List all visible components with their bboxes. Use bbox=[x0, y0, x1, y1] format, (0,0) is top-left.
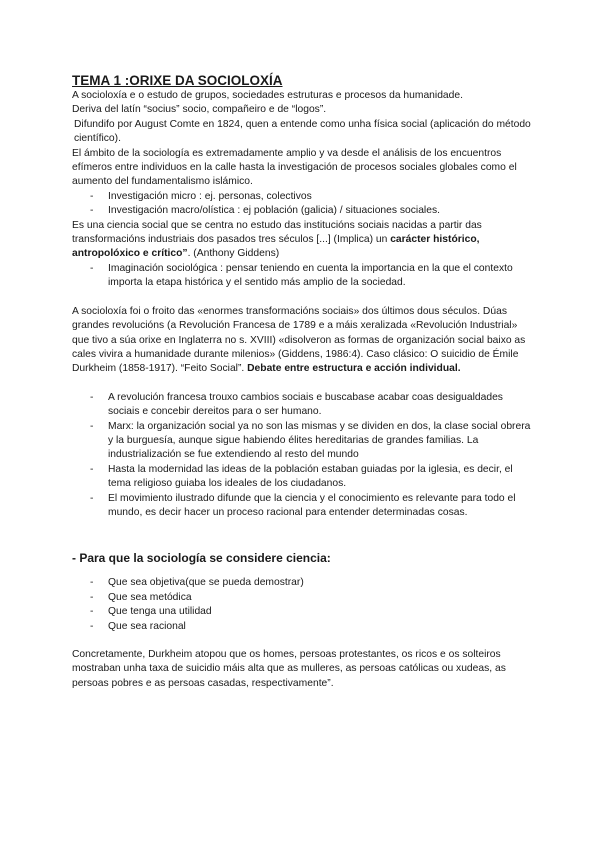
document-page bbox=[72, 72, 532, 691]
origin-paragraph: A socioloxía foi o froito das «enormes transformacións sociais» dos últimos dous séculos. Dúas grandes revolucións (a Revolución Francesa de 1789 e a máis xeralizada «Revolución Industrial» que tivo a súa orixe en Inglaterra no s. XVIII) «disolveron as formas de organización social baixo as cales vivira a humanidade durante milenios» (Giddens, 1986:4). Caso clásico: O suicidio de Émile Durkheim (1858-1917). “Feito Social”. Debate entre estructura e acción individual. bbox=[72, 305, 526, 375]
list-item: - Investigación macro/olística : ej población (galicia) / situaciones sociales. bbox=[72, 204, 532, 218]
dash-marker: - bbox=[90, 620, 94, 632]
dash-marker: - bbox=[90, 420, 94, 432]
dash-marker: - bbox=[90, 262, 94, 274]
list-item: - Que sea metódica bbox=[72, 591, 532, 605]
list-item: - Marx: la organización social ya no son las mismas y se dividen en dos, la clase social obrera y la burguesía, aunque sigue habiendo élites hereditarias de grandes familias. La industrialización se fue extendiendo al resto del mundo bbox=[90, 420, 531, 461]
conclusion-paragraph: Concretamente, Durkheim atopou que os homes, persoas protestantes, os ricos e os solteiros mostraban unha taxa de suicidio máis alta que as mulleres, as persoas católicas ou xudeas, as persoas pobres e as persoas casadas, respectivamente”. bbox=[72, 649, 506, 689]
imagination-list bbox=[72, 262, 532, 291]
intro-scope: El ámbito de la sociología es extremadamente amplio y va desde el análisis de los encuentros efímeros entre individuos en la calle hasta la investigación de procesos sociales globales como el aumento del fundamentalismo islámico. bbox=[72, 147, 517, 188]
dash-marker: - bbox=[90, 492, 94, 504]
page-title: TEMA 1 :ORIXE DA SOCIOLOXÍA bbox=[72, 73, 283, 88]
dash-marker: - bbox=[90, 190, 94, 202]
dash-marker: - bbox=[90, 577, 94, 589]
intro-comte: Difundifo por August Comte en 1824, quen a entende como unha física social (aplicación do método científico). bbox=[74, 118, 531, 145]
list-item: - Que tenga una utilidad bbox=[72, 605, 532, 619]
list-item: - Imaginación sociológica : pensar teniendo en cuenta la importancia en la que el contexto importa la etapa histórica y el sentido más amplio de la sociedad. bbox=[90, 262, 513, 289]
list-item: - Que sea racional bbox=[72, 620, 532, 634]
dash-marker: - bbox=[90, 205, 94, 217]
revolution-list bbox=[72, 391, 532, 521]
science-criteria-list bbox=[72, 576, 532, 634]
dash-marker: - bbox=[90, 606, 94, 618]
intro-etymology: Deriva del latín “socius” socio, compañeiro e de “logos”. bbox=[72, 104, 327, 116]
bold-phrase: carácter histórico, antropolóxico e crítico” bbox=[72, 234, 480, 260]
list-item: - Investigación micro : ej. personas, colectivos bbox=[72, 190, 532, 204]
intro-definition: A socioloxía e o estudo de grupos, sociedades estruturas e procesos da humanidade. bbox=[72, 90, 463, 101]
list-item: - A revolución francesa trouxo cambios sociais e buscabase acabar coas desigualdades sociais e concebir dereitos para o ser humano. bbox=[90, 391, 503, 418]
investigation-list bbox=[72, 190, 532, 219]
dash-marker: - bbox=[90, 391, 94, 403]
dash-marker: - bbox=[90, 591, 94, 603]
section-heading: - Para que la sociología se considere ciencia: bbox=[72, 551, 331, 566]
bold-phrase: Debate entre estructura e acción individual. bbox=[247, 363, 461, 375]
list-item: - Hasta la modernidad las ideas de la población estaban guiadas por la iglesia, es decir, el tema religioso guiaba los ideales de los ciudadanos. bbox=[90, 463, 513, 490]
science-paragraph: Es una ciencia social que se centra no estudo das institucións sociais nacidas a partir das transformacións industriais dos pasados tres séculos [...] (Implica) un carácter histórico, antropolóxico e crítico”. (Anthony Giddens) bbox=[72, 219, 482, 260]
list-item: - Que sea objetiva(que se pueda demostrar) bbox=[72, 576, 532, 590]
list-item: - El movimiento ilustrado difunde que la ciencia y el conocimiento es relevante para todo el mundo, es decir hacer un proceso racional para entender determinadas cosas. bbox=[90, 492, 516, 518]
dash-marker: - bbox=[90, 463, 94, 475]
